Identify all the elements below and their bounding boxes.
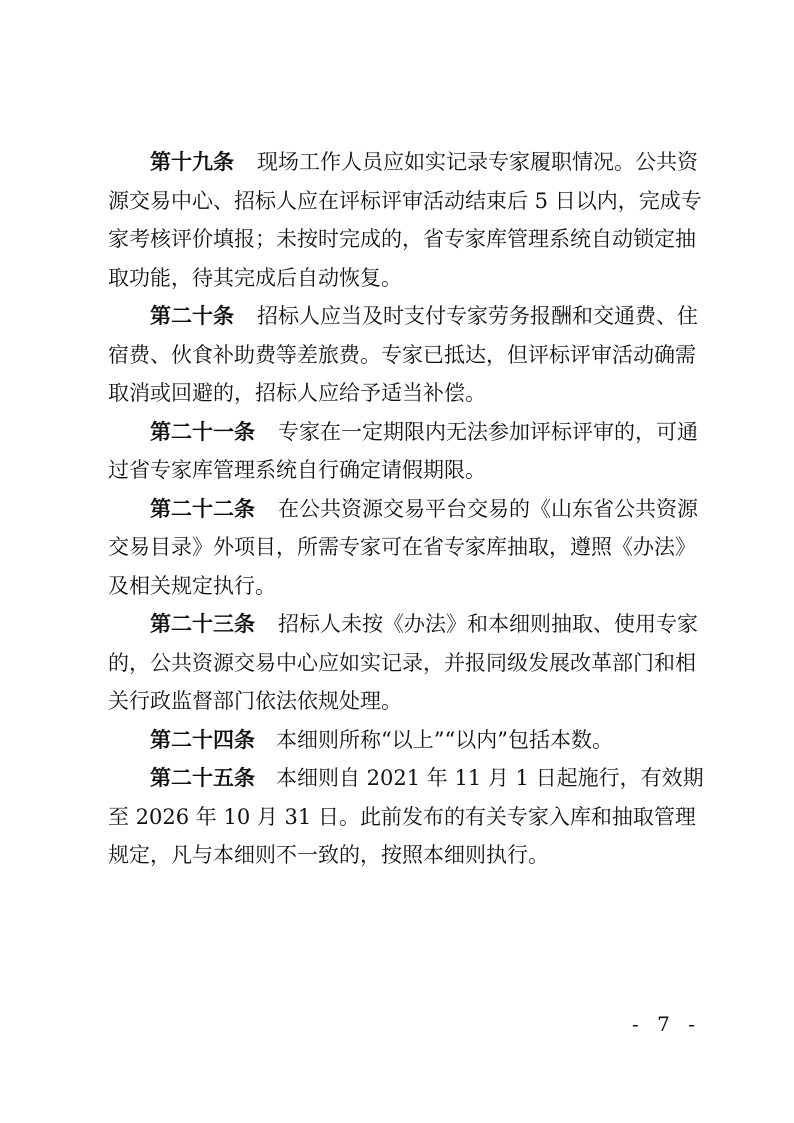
article-25-text-1: 本细则自 2021 年 11 月 1 日起施行，有效期 xyxy=(276,766,704,790)
article-22-line-3 xyxy=(108,567,698,606)
article-19-text-4: 取功能，待其完成后自动恢复。 xyxy=(108,265,402,290)
article-19-line-4 xyxy=(108,259,698,298)
article-20-heading: 第二十条 xyxy=(150,304,234,328)
article-23-line-2 xyxy=(108,644,698,683)
article-19-line-2 xyxy=(108,182,702,221)
article-23-text-2: 的，公共资源交易中心应如实记录，并报同级发展改革部门和相 xyxy=(108,650,696,675)
article-19-line-1 xyxy=(108,143,698,182)
article-22-text-2: 交易目录》外项目，所需专家可在省专家库抽取，遵照《办法》 xyxy=(108,535,696,559)
article-21-heading: 第二十一条 xyxy=(150,419,255,444)
article-21-line-1 xyxy=(108,413,698,452)
article-23-heading: 第二十三条 xyxy=(150,612,255,636)
article-23-text-3: 关行政监督部门依法依规处理。 xyxy=(108,689,402,713)
article-20-line-1 xyxy=(108,297,698,336)
article-23-line-1 xyxy=(108,605,698,644)
article-25-text-3: 规定，凡与本细则不一致的，按照本细则执行。 xyxy=(108,843,549,867)
article-19-text-3: 家考核评价填报；未按时完成的，省专家库管理系统自动锁定抽 xyxy=(108,227,696,251)
article-22-line-1 xyxy=(108,490,698,529)
page-number: - 7 - xyxy=(632,1012,701,1036)
article-25-line-3 xyxy=(108,836,698,875)
article-21-text-1: 专家在一定期限内无法参加评标评审的，可通 xyxy=(278,419,698,444)
article-24-text-1: 本细则所称“以上”“以内”包括本数。 xyxy=(276,727,613,752)
article-20-text-3: 取消或回避的，招标人应给予适当补偿。 xyxy=(108,381,486,405)
article-23-line-3 xyxy=(108,682,698,721)
document-body xyxy=(108,143,704,875)
article-21-line-2 xyxy=(108,451,698,490)
article-25-line-1 xyxy=(108,759,704,798)
article-22-text-3: 及相关规定执行。 xyxy=(108,573,276,598)
article-19-text-2: 源交易中心、招标人应在评标评审活动结束后 5 日以内，完成专 xyxy=(108,188,702,213)
article-19-heading: 第十九条 xyxy=(150,150,234,174)
article-19-line-3 xyxy=(108,220,698,259)
article-25-heading: 第二十五条 xyxy=(150,766,255,790)
article-19-text-1: 现场工作人员应如实记录专家履职情况。公共资 xyxy=(257,150,698,174)
article-25-text-2: 至 2026 年 10 月 31 日。此前发布的有关专家入库和抽取管理 xyxy=(108,804,696,829)
article-24-heading: 第二十四条 xyxy=(150,727,255,752)
article-22-heading: 第二十二条 xyxy=(150,496,255,521)
article-25-line-2 xyxy=(108,798,698,837)
article-21-text-2: 过省专家库管理系统自行确定请假期限。 xyxy=(108,458,486,482)
article-20-line-3 xyxy=(108,374,698,413)
article-20-text-2: 宿费、伙食补助费等差旅费。专家已抵达，但评标评审活动确需 xyxy=(108,342,696,367)
article-22-text-1: 在公共资源交易平台交易的《山东省公共资源 xyxy=(278,496,698,521)
article-20-line-2 xyxy=(108,336,698,375)
article-22-line-2 xyxy=(108,528,698,567)
article-24-line-1 xyxy=(108,721,698,760)
article-23-text-1: 招标人未按《办法》和本细则抽取、使用专家 xyxy=(278,612,698,636)
article-20-text-1: 招标人应当及时支付专家劳务报酬和交通费、住 xyxy=(257,304,698,328)
